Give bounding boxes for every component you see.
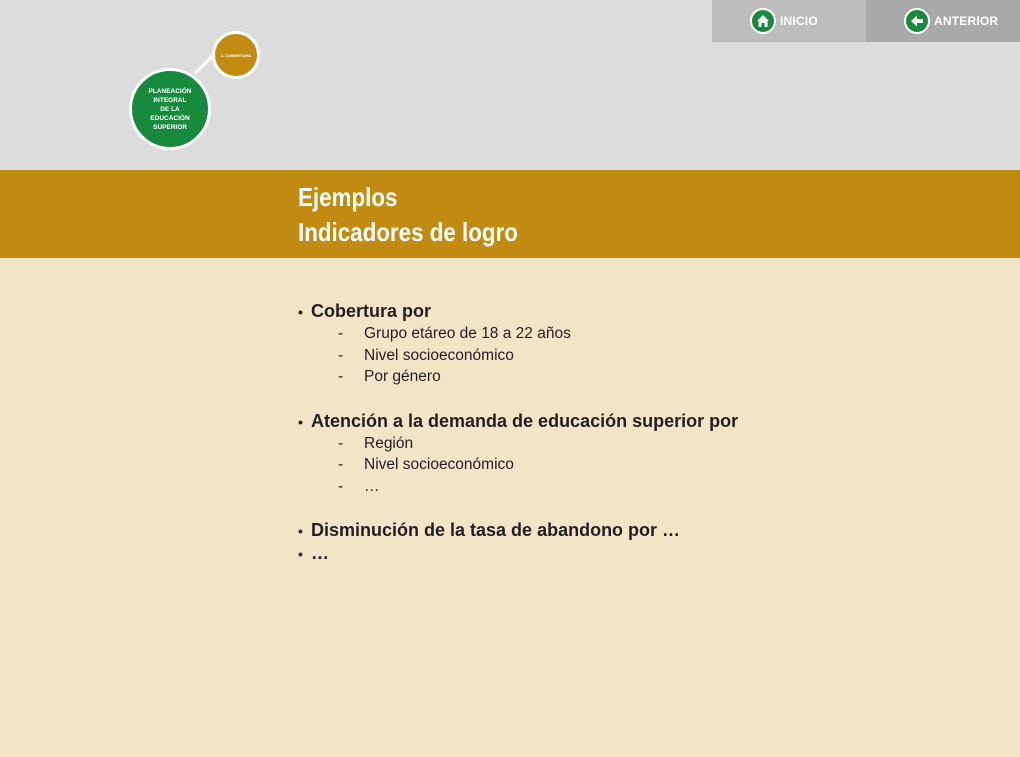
back-button[interactable]: [866, 0, 1020, 42]
back-button-label: ANTERIOR: [934, 14, 999, 28]
sub-item: [338, 366, 978, 388]
sub-item-label: Grupo etáreo de 18 a 22 años: [364, 325, 571, 342]
dash-marker: -: [338, 346, 344, 364]
bullet-marker: •: [298, 413, 303, 430]
sub-item-label: Región: [364, 434, 414, 452]
bullet-marker: •: [298, 546, 303, 562]
list-item-label: Cobertura por: [311, 301, 432, 321]
content-list: [298, 300, 978, 565]
bullet-marker: •: [298, 304, 303, 320]
list-item: [298, 519, 978, 542]
cobertura-node[interactable]: 1. COBERTURA: [212, 31, 260, 79]
sub-item: [338, 345, 978, 367]
spacer: [298, 497, 978, 519]
home-button-label: INICIO: [780, 14, 818, 28]
main-topic-node: PLANEACIÓN INTEGRAL DE LA EDUCACIÓN SUPERIOR: [129, 68, 211, 150]
spacer: [298, 388, 978, 410]
sub-item: [338, 433, 978, 455]
dash-marker: -: [338, 456, 344, 473]
title-line-2: Indicadores de logro: [298, 217, 518, 247]
sub-item-label: Nivel socioeconómico: [364, 456, 514, 473]
list-item: [298, 542, 978, 565]
list-item-label: …: [311, 543, 329, 563]
bullet-marker: •: [298, 523, 303, 539]
dash-marker: -: [338, 477, 344, 495]
sub-item: [338, 454, 978, 476]
sub-item: [338, 323, 978, 345]
arrow-left-icon: [904, 8, 930, 34]
dash-marker: -: [338, 325, 344, 342]
list-item: [298, 410, 978, 433]
dash-marker: -: [338, 434, 344, 452]
sub-list: [338, 433, 978, 498]
page-title: [298, 180, 518, 250]
sub-item-label: Nivel socioeconómico: [364, 346, 514, 364]
sub-item-label: …: [364, 477, 380, 495]
list-item-label: Disminución de la tasa de abandono por …: [311, 520, 681, 540]
list-item-label: Atención a la demanda de educación superior por: [311, 410, 739, 431]
home-icon: [750, 8, 776, 34]
sub-item-label: Por género: [364, 368, 441, 385]
list-item: [298, 300, 978, 323]
sub-item: [338, 476, 978, 498]
dash-marker: -: [338, 368, 344, 385]
title-line-1: Ejemplos: [298, 182, 398, 212]
home-button[interactable]: [712, 0, 866, 42]
sub-list: [338, 323, 978, 388]
